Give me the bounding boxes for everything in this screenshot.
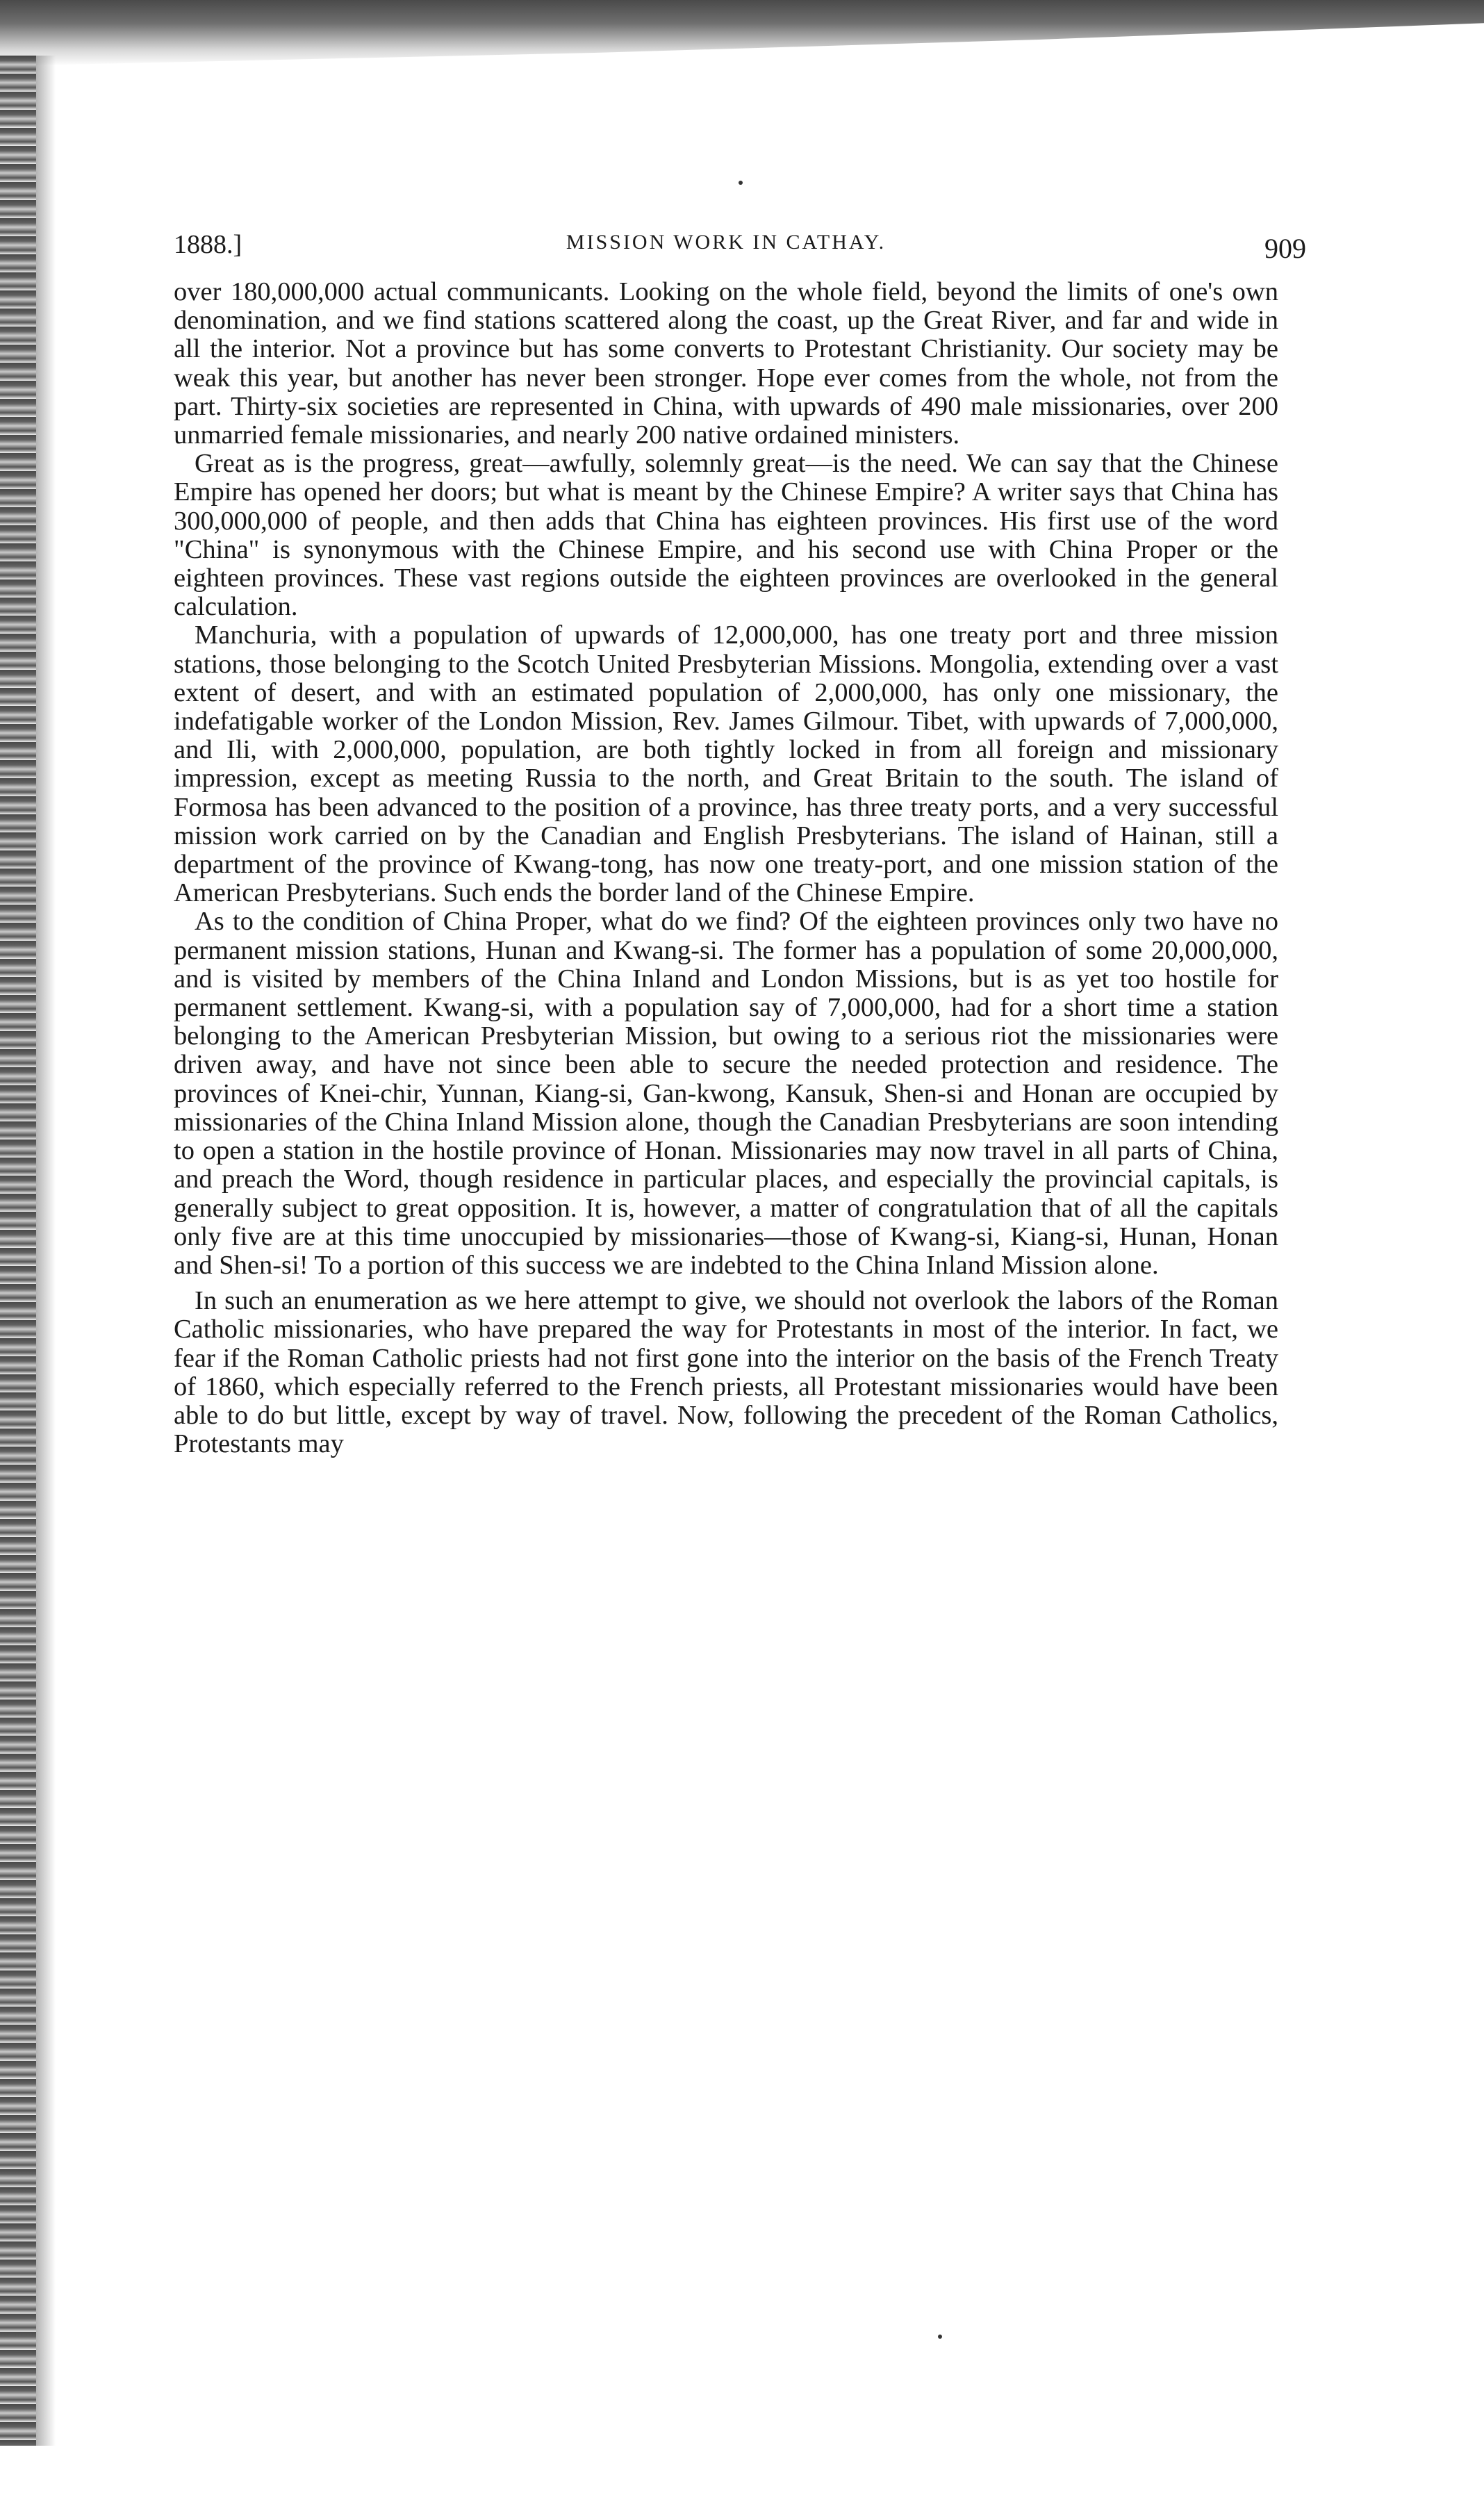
paragraph: Manchuria, with a population of upwards of 12,000,000, has one treaty port and three mission stations, those belonging to the Scotch United Presbyterian Missions. Mongolia, extending over a vast extent of desert, and with an estimated population of 2,000,000, has only one missionary, the indefatigable worker of the London Mission, Rev. James Gilmour. Tibet, with upwards of 7,000,000, and Ili, with 2,000,000, population, are both tightly locked in from all foreign and missionary impression, except as meeting Russia to the north, and Great Britain to the south. The island of Formosa has been advanced to the position of a province, has three treaty ports, and a very successful mission work carried on by the Canadian and English Presbyterians. The island of Hainan, still a department of the province of Kwang-tong, has now one treaty-port, and one mission station of the American Presbyterians. Such ends the border land of the Chinese Empire. (174, 620, 1278, 908)
scan-top-edge (0, 0, 1484, 66)
header-year: 1888.] (174, 230, 242, 259)
ink-speck (739, 181, 743, 185)
scan-binding-edge (0, 56, 36, 2446)
paragraph: As to the condition of China Proper, what do we find? Of the eighteen provinces only two have no permanent mission stations, Hunan and Kwang-si. The former has a population of some 20,000,000, and is visited by members of the China Inland and London Missions, but is as yet too hostile for permanent settlement. Kwang-si, with a population say of 7,000,000, had for a short time a station belonging to the American Presbyterian Mission, but owing to a serious riot the missionaries were driven away, and have not since been able to secure the needed protection and residence. The provinces of Knei-chir, Yunnan, Kiang-si, Gan-kwong, Kansuk, Shen-si and Honan are occupied by missionaries of the China Inland Mission alone, though the Canadian Presbyterians are soon intending to open a station in the hostile province of Honan. Missionaries may now travel in all parts of China, and preach the Word, though residence in particular places, and especially the provincial capitals, is generally subject to great opposition. It is, however, a matter of congratulation that of all the capitals only five are at this time unoccupied by missionaries—those of Kwang-si, Kiang-si, Hunan, Honan and Shen-si! To a portion of this success we are indebted to the China Inland Mission alone. (174, 907, 1278, 1280)
body-text (174, 278, 1278, 1458)
header-title: MISSION WORK IN CATHAY. (566, 231, 887, 254)
scan-binding-shadow (36, 56, 56, 2446)
running-head (174, 222, 1306, 278)
page-number: 909 (1264, 233, 1306, 264)
paragraph: In such an enumeration as we here attempt to give, we should not overlook the labors of the Roman Catholic missionaries, who have prepared the way for Protestants in most of the interior. In fact, we fear if the Roman Catholic priests had not first gone into the interior on the basis of the French Treaty of 1860, which especially referred to the French priests, all Protestant missionaries would have been able to do but little, except by way of travel. Now, following the precedent of the Roman Catholics, Protestants may (174, 1286, 1278, 1459)
paragraph: Great as is the progress, great—awfully, solemnly great—is the need. We can say that the Chinese Empire has opened her doors; but what is meant by the Chinese Empire? A writer says that China has 300,000,000 of people, and then adds that China has eighteen provinces. His first use of the word "China" is synonymous with the Chinese Empire, and his second use with China Proper or the eighteen provinces. These vast regions outside the eighteen provinces are overlooked in the general calculation. (174, 449, 1278, 622)
ink-speck (938, 2335, 942, 2339)
book-page (174, 222, 1306, 1459)
paragraph: over 180,000,000 actual communicants. Looking on the whole field, beyond the limits of one's own denomination, and we find stations scattered along the coast, up the Great River, and far and wide in all the interior. Not a province but has some converts to Protestant Christianity. Our society may be weak this year, but another has never been stronger. Hope ever comes from the whole, not from the part. Thirty-six societies are represented in China, with upwards of 490 male missionaries, over 200 unmarried female missionaries, and nearly 200 native ordained ministers. (174, 277, 1278, 450)
